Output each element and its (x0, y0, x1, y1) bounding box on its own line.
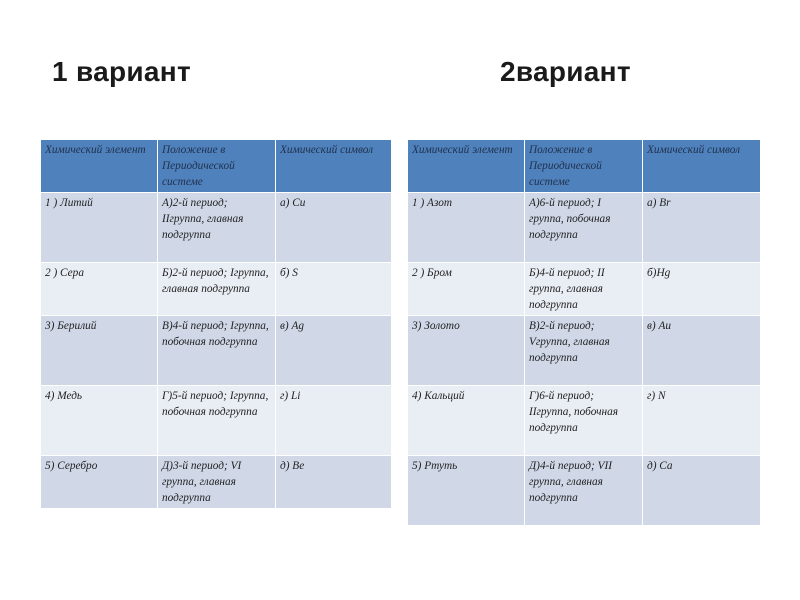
variant-1-table (40, 139, 392, 509)
symbol-cell: б)Hg (643, 263, 761, 316)
table-row (408, 193, 761, 263)
position-cell: В)4-й период; Iгруппа, побочная подгруппа (158, 316, 276, 386)
header-position: Положение в Периодической системе (158, 140, 276, 193)
element-cell: 1 ) Литий (41, 193, 158, 263)
header-symbol: Химический символ (643, 140, 761, 193)
symbol-cell: а) Cu (276, 193, 392, 263)
position-cell: Д)4-й период; VII группа, главная подгруппа (525, 456, 643, 526)
variant-2-table (407, 139, 761, 526)
position-cell: Б)2-й период; Iгруппа, главная подгруппа (158, 263, 276, 316)
table-header-row (41, 140, 392, 193)
element-cell: 4) Медь (41, 386, 158, 456)
element-cell: 4) Кальций (408, 386, 525, 456)
element-cell: 5) Серебро (41, 456, 158, 509)
table-row (408, 456, 761, 526)
header-element: Химический элемент (408, 140, 525, 193)
variant-1-title: 1 вариант (52, 56, 191, 87)
position-cell: Б)4-й период; II группа, главная подгруппа (525, 263, 643, 316)
element-cell: 5) Ртуть (408, 456, 525, 526)
table-row (408, 316, 761, 386)
position-cell: Г)6-й период; IIгруппа, побочная подгруппа (525, 386, 643, 456)
table-header-row (408, 140, 761, 193)
table-row (41, 193, 392, 263)
element-cell: 3) Берилий (41, 316, 158, 386)
element-cell: 2 ) Бром (408, 263, 525, 316)
symbol-cell: г) N (643, 386, 761, 456)
table-row (41, 263, 392, 316)
position-cell: А)2-й период; IIгруппа, главная подгруппа (158, 193, 276, 263)
symbol-cell: а) Br (643, 193, 761, 263)
position-cell: В)2-й период; Vгруппа, главная подгруппа (525, 316, 643, 386)
position-cell: Д)3-й период; VI группа, главная подгруппа (158, 456, 276, 509)
symbol-cell: б) S (276, 263, 392, 316)
table-row (41, 456, 392, 509)
table-row (41, 386, 392, 456)
element-cell: 3) Золото (408, 316, 525, 386)
header-position: Положение в Периодической системе (525, 140, 643, 193)
position-cell: А)6-й период; I группа, побочная подгруппа (525, 193, 643, 263)
element-cell: 2 ) Сера (41, 263, 158, 316)
variant-2-title: 2вариант (500, 56, 631, 87)
symbol-cell: д) Be (276, 456, 392, 509)
header-symbol: Химический символ (276, 140, 392, 193)
table-row (408, 386, 761, 456)
table-row (408, 263, 761, 316)
position-cell: Г)5-й период; Iгруппа, побочная подгруппа (158, 386, 276, 456)
element-cell: 1 ) Азот (408, 193, 525, 263)
table-row (41, 316, 392, 386)
symbol-cell: в) Ag (276, 316, 392, 386)
symbol-cell: д) Ca (643, 456, 761, 526)
symbol-cell: в) Au (643, 316, 761, 386)
header-element: Химический элемент (41, 140, 158, 193)
symbol-cell: г) Li (276, 386, 392, 456)
